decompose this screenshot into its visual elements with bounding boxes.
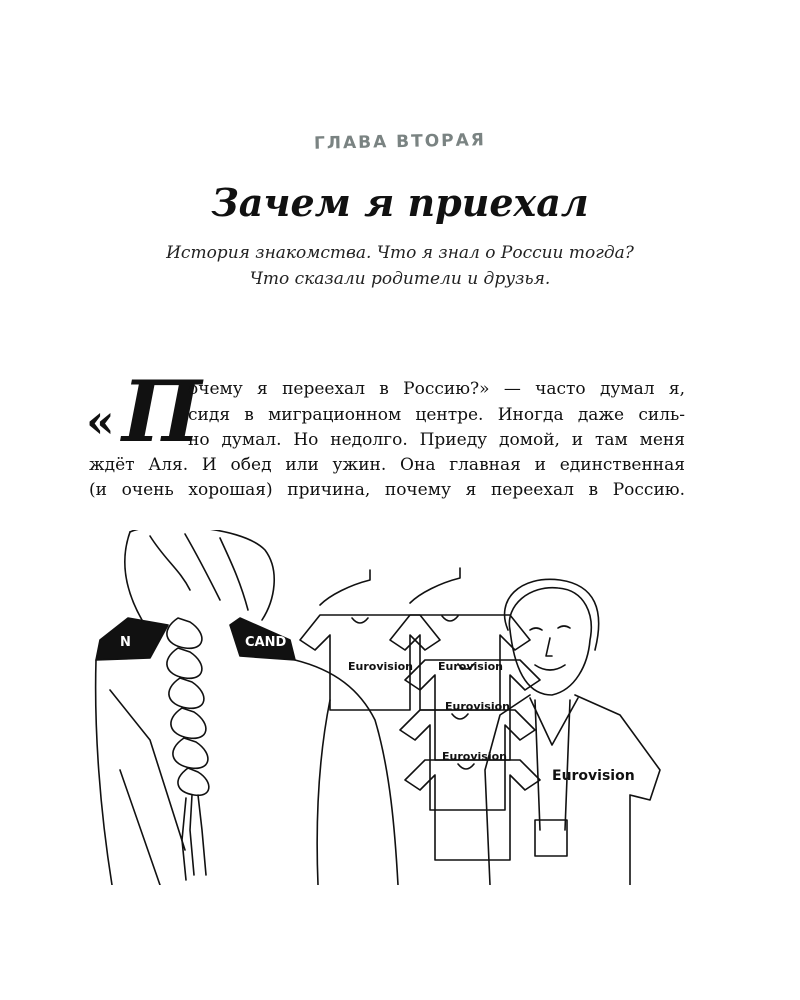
chapter-title: Зачем я приехал [211, 180, 589, 225]
dropcap-letter: П [122, 362, 202, 461]
collar-text-left: N [120, 635, 131, 650]
dropcap-quote: « [86, 394, 115, 448]
chapter-subtitle [0, 240, 800, 292]
woman-with-braid [96, 530, 398, 885]
shirt-text-5: Eurovision [552, 768, 635, 784]
body-line-5: (и очень хорошая) причина, почему я переехал в Россию. [89, 480, 685, 500]
body-line-2: сидя в миграционном центре. Иногда даже силь- [188, 405, 685, 425]
shirt-text-1: Eurovision [348, 660, 413, 673]
eurovision-illustration [90, 530, 690, 885]
body-line-4: ждёт Аля. И обед или ужин. Она главная и единственная [89, 455, 685, 475]
collar-text-right: CAND [245, 635, 287, 650]
body-line-3: но думал. Но недолго. Приеду домой, и там меня [188, 430, 685, 450]
chapter-label: ГЛАВА ВТОРАЯ [313, 130, 487, 154]
subtitle-line-1: История знакомства. Что я знал о России тогда? [166, 243, 634, 263]
shirt-text-4: Eurovision [442, 750, 507, 763]
subtitle-line-2: Что сказали родители и друзья. [249, 269, 551, 289]
body-line-1: очему я переехал в Россию?» — часто думал я, [188, 379, 685, 399]
shirt-text-3: Eurovision [445, 700, 510, 713]
shirt-text-2: Eurovision [438, 660, 503, 673]
